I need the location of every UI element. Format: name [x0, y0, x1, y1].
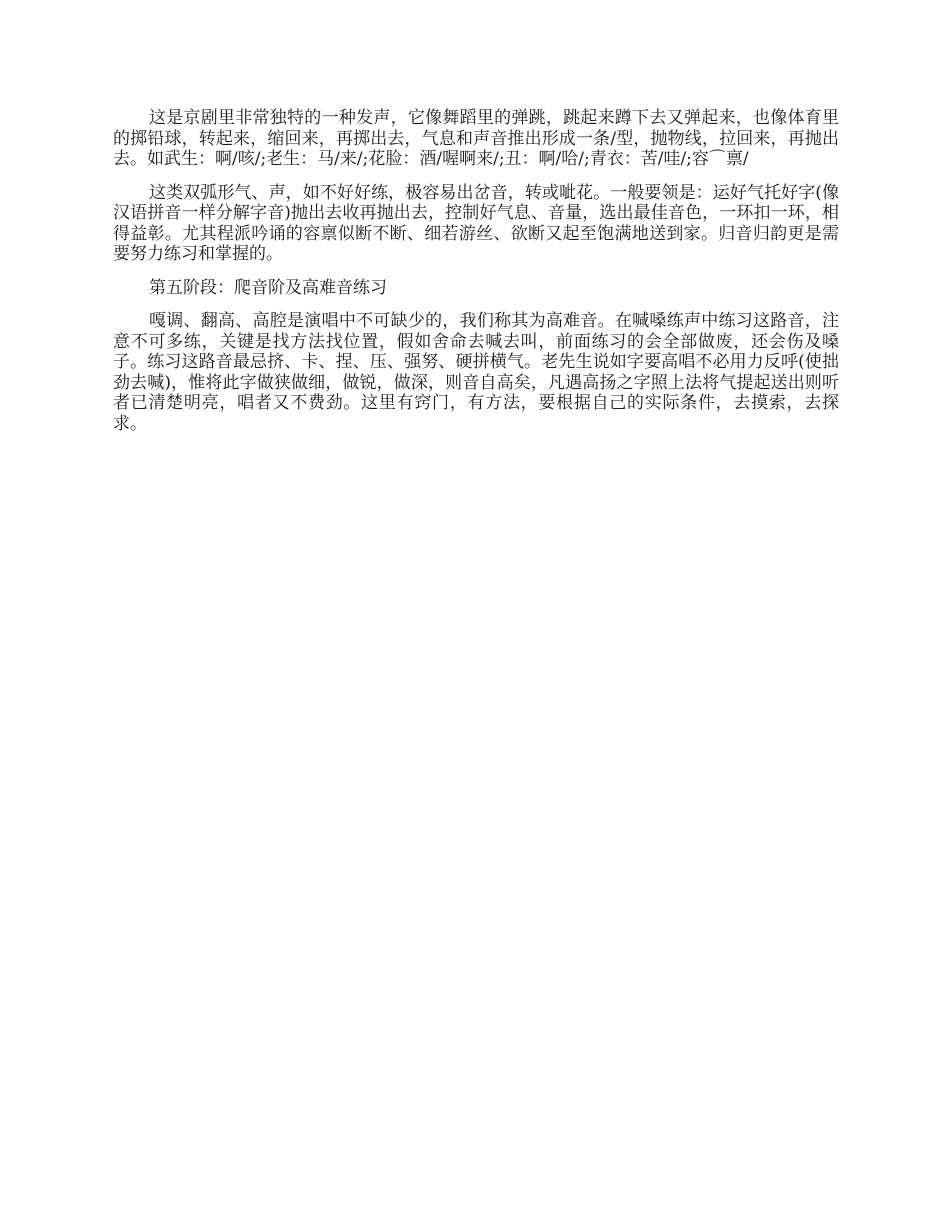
section-heading: 第五阶段：爬音阶及高难音练习: [149, 277, 387, 298]
document-page: [113, 108, 839, 447]
paragraph-jump-voice: 这是京剧里非常独特的一种发声，它像舞蹈里的弹跳，跳起来蹲下去又弹起来，也像体育里的掷铅球，转起来，缩回来，再掷出去，气息和声音推出形成一条/型，抛物线，拉回来，再抛出去。如武生：啊/咳/;老生：马/来/;花脸：酒/喔啊来/;丑：啊/哈/;青衣：苦/哇/;容⌒禀/: [113, 108, 839, 169]
paragraph-double-arc: 这类双弧形气、声，如不好好练，极容易出岔音，转或呲花。一般要领是：运好气托好字(像汉语拼音一样分解字音)抛出去收再抛出去，控制好气息、音量，选出最佳音色，一环扣一环，相得益彰。尤其程派吟诵的容禀似断不断、细若游丝、欲断又起至饱满地送到家。归音归韵更是需要努力练习和掌握的。: [113, 182, 839, 264]
paragraph-high-notes: 嘎调、翻高、高腔是演唱中不可缺少的，我们称其为高难音。在喊嗓练声中练习这路音，注意不可多练，关键是找方法找位置，假如舍命去喊去叫，前面练习的会全部做废，还会伤及嗓子。练习这路音最忌挤、卡、捏、压、强努、硬拼横气。老先生说如字要高唱不必用力反呼(使拙劲去喊)，惟将此字做狭做细，做锐，做深，则音自高矣，凡遇高扬之字照上法将气提起送出则听者已清楚明亮，唱者又不费劲。这里有窍门，有方法，要根据自己的实际条件，去摸索，去探求。: [113, 311, 839, 434]
